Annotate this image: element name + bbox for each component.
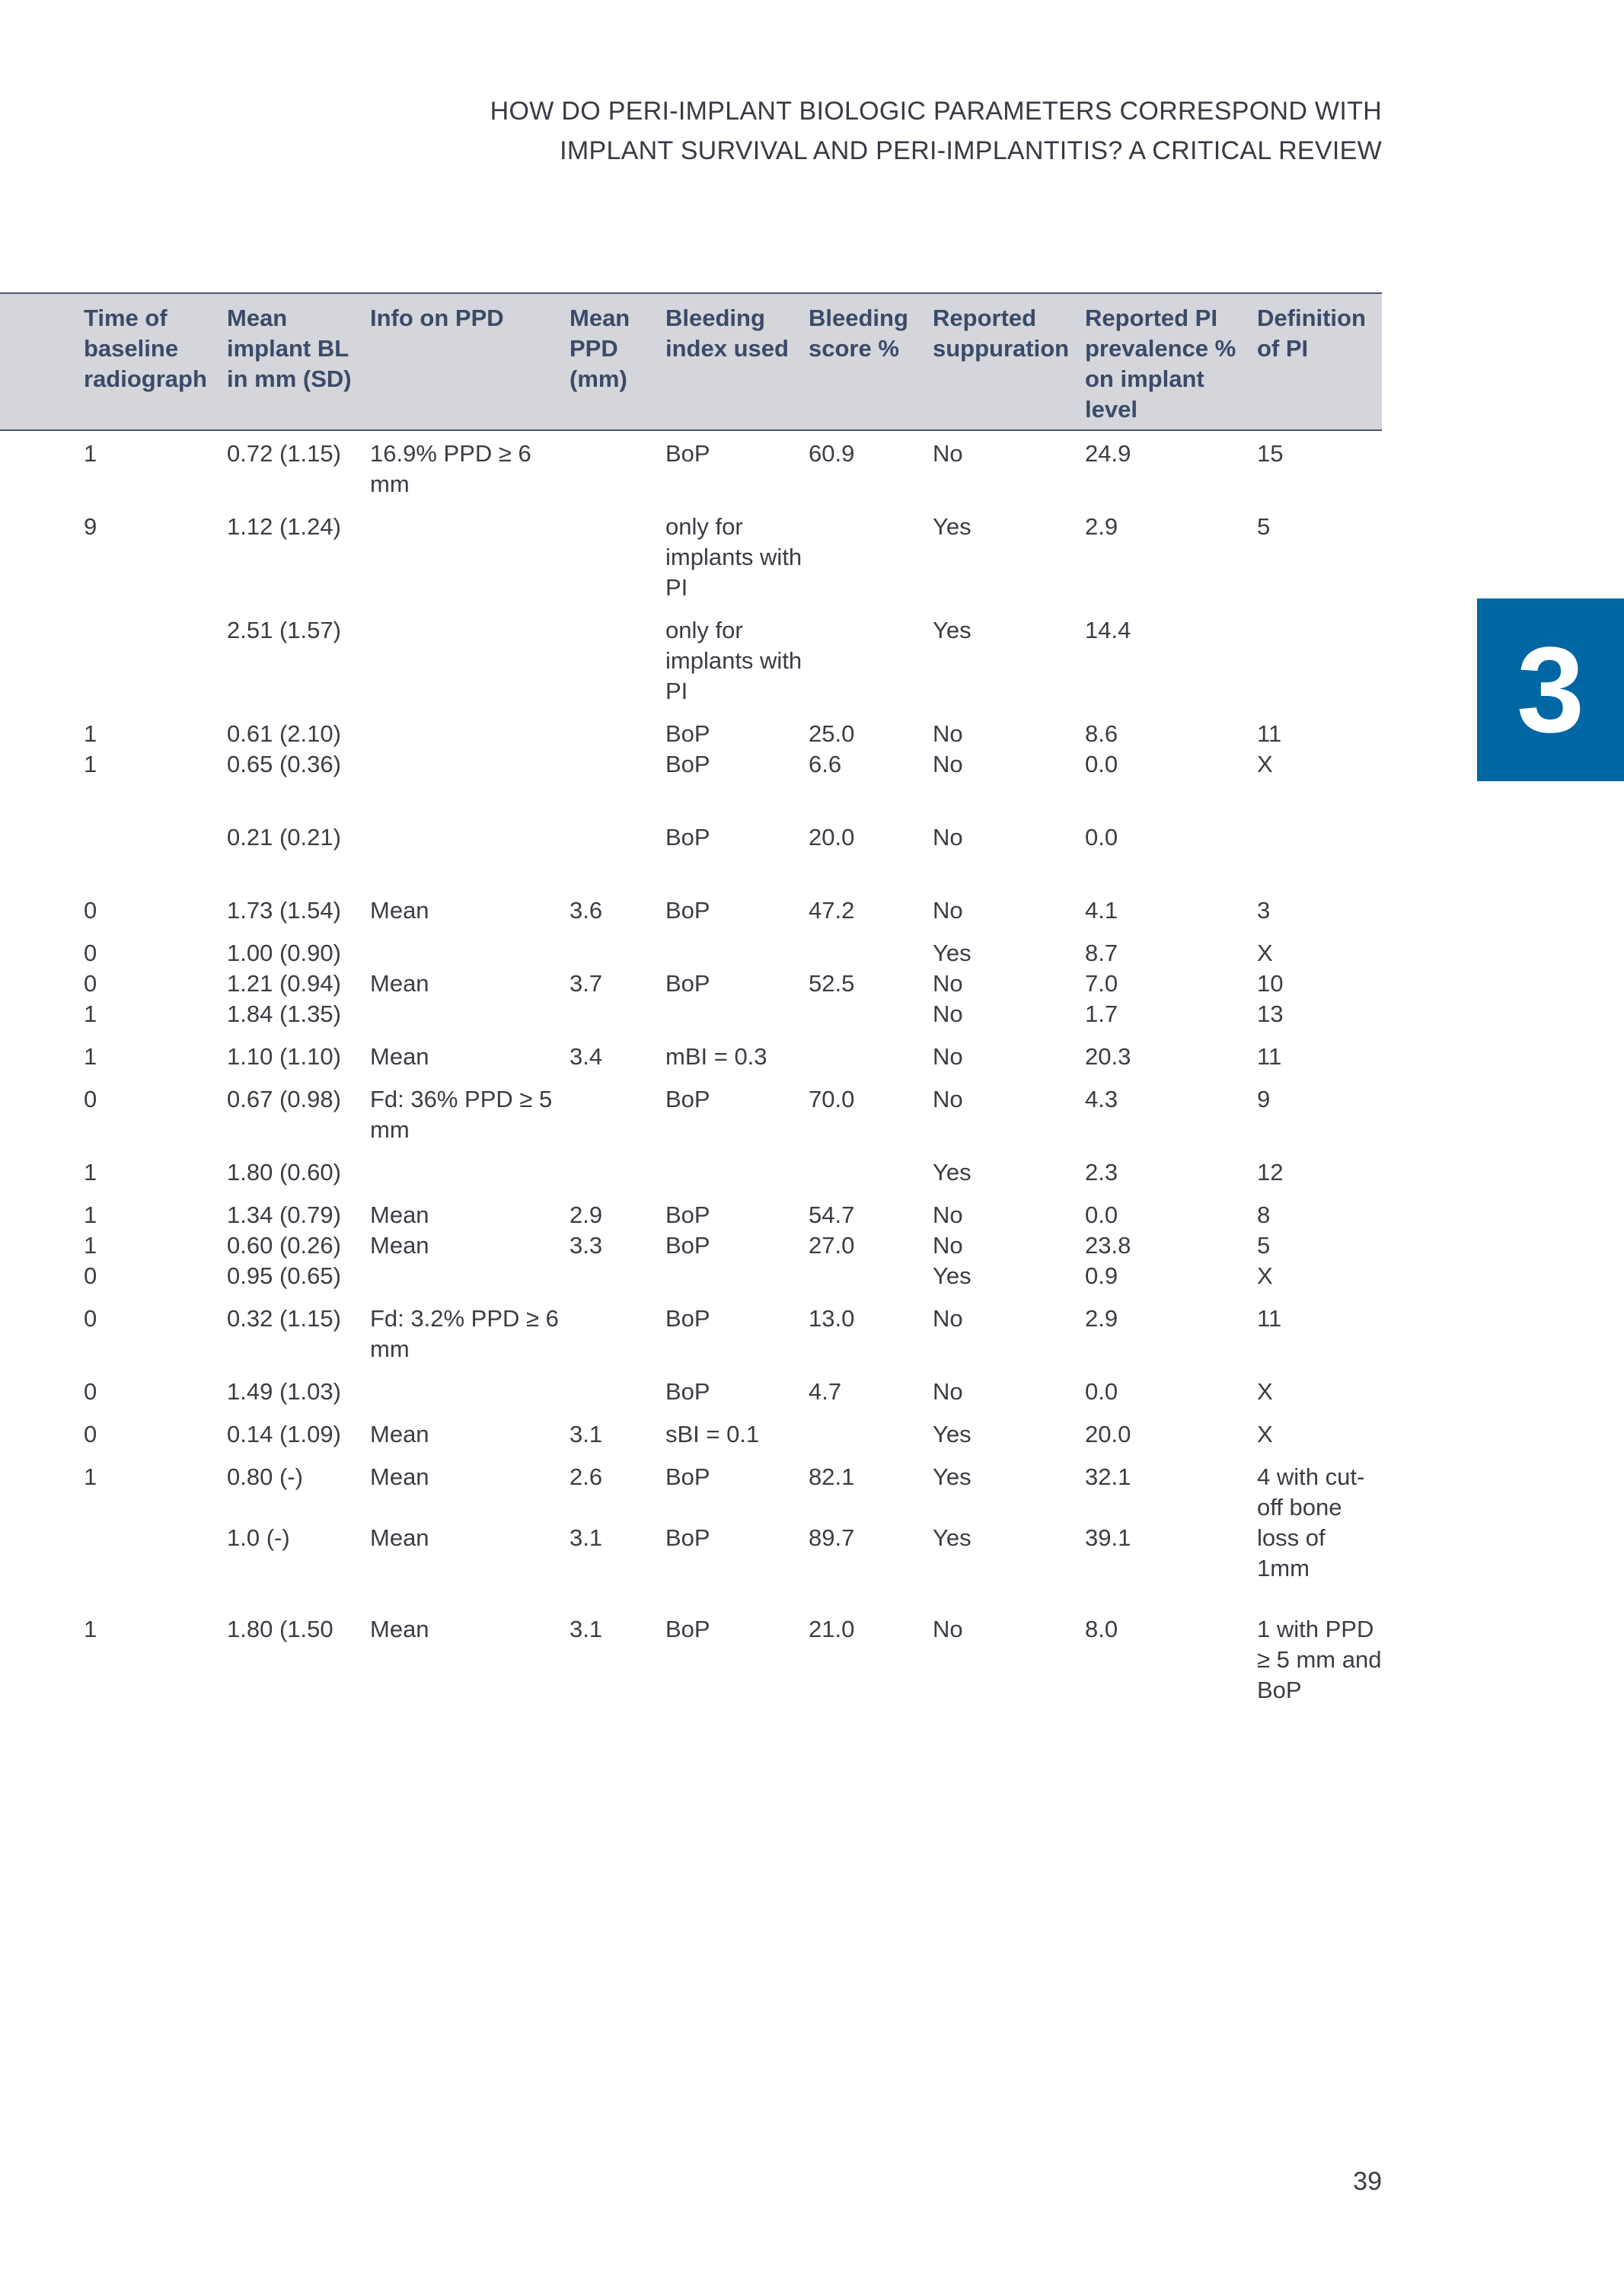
table-cell: 3.6 <box>570 897 603 924</box>
table-cell: Mean <box>370 1202 429 1228</box>
table-cell <box>809 615 933 707</box>
column-header: Reported suppuration <box>933 293 1085 430</box>
table-cell: No <box>933 1305 963 1332</box>
table-cell: mBI = 0.3 <box>665 1043 767 1070</box>
table-row <box>0 969 1382 999</box>
table-cell: 8.6 <box>1085 720 1118 747</box>
row-lead-spacer <box>0 512 84 603</box>
table-cell <box>84 1523 227 1584</box>
table-cell: Mean <box>370 1421 429 1447</box>
row-spacer <box>0 499 1382 512</box>
table-cell: 15 <box>1257 440 1284 467</box>
table-cell: BoP <box>665 897 710 924</box>
table-cell: X <box>1257 1378 1273 1405</box>
table-cell <box>370 749 570 780</box>
table-cell: 3.1 <box>570 1616 603 1642</box>
table-cell: BoP <box>665 970 710 997</box>
column-header: Reported PI prevalence % on implant level <box>1085 293 1257 430</box>
table-cell: sBI = 0.1 <box>665 1421 760 1447</box>
table-cell <box>370 1261 570 1291</box>
table-cell: 9 <box>1257 1086 1271 1112</box>
data-table-container <box>0 292 1382 1706</box>
table-cell: No <box>933 1202 963 1228</box>
row-spacer <box>0 1072 1382 1084</box>
table-cell: 13.0 <box>809 1305 855 1332</box>
table-cell: 1 <box>84 751 97 777</box>
table-cell <box>570 1157 665 1188</box>
row-lead-spacer <box>0 969 84 999</box>
table-row <box>0 1462 1382 1523</box>
row-lead-spacer <box>0 1084 84 1145</box>
row-lead-spacer <box>0 1230 84 1261</box>
table-cell: Yes <box>933 940 972 966</box>
table-cell: X <box>1257 751 1273 777</box>
table-cell: 11 <box>1257 1043 1282 1070</box>
table-cell: Mean <box>370 970 429 997</box>
table-cell: 3.1 <box>570 1421 603 1447</box>
column-header: Info on PPD <box>370 293 570 430</box>
row-lead-spacer <box>0 719 84 749</box>
table-cell: only for implants with PI <box>665 513 802 601</box>
table-cell: 5 <box>1257 1232 1271 1259</box>
table-cell: 1 <box>84 1616 97 1642</box>
table-body <box>0 430 1382 1706</box>
table-cell: 3.3 <box>570 1232 603 1259</box>
table-cell: BoP <box>665 751 710 777</box>
table-cell: Yes <box>933 617 972 643</box>
table-cell: 23.8 <box>1085 1232 1131 1259</box>
table-row <box>0 1614 1382 1706</box>
column-header: Bleeding index used <box>665 293 809 430</box>
table-cell: 20.0 <box>1085 1421 1131 1447</box>
table-cell: Yes <box>933 513 972 540</box>
table-cell: 0 <box>84 1305 97 1332</box>
running-header-line-1: HOW DO PERI-IMPLANT BIOLOGIC PARAMETERS CORRESPOND WITH <box>490 97 1382 126</box>
table-cell: No <box>933 440 963 467</box>
table-cell: X <box>1257 940 1273 966</box>
table-cell: 2.51 (1.57) <box>227 617 341 643</box>
table-cell: Mean <box>370 1524 429 1551</box>
table-cell: 0.60 (0.26) <box>227 1232 341 1259</box>
table-cell: 5 <box>1257 513 1271 540</box>
table-cell <box>809 1042 933 1072</box>
table-cell: No <box>933 1043 963 1070</box>
row-lead-spacer <box>0 1157 84 1188</box>
table-cell: No <box>933 1086 963 1112</box>
table-cell: Fd: 3.2% PPD ≥ 6 mm <box>370 1305 559 1362</box>
table-cell: 0.0 <box>1085 751 1118 777</box>
table-cell: No <box>933 1378 963 1405</box>
table-cell <box>570 822 665 853</box>
table-cell: 0.0 <box>1085 824 1118 850</box>
table-cell: BoP <box>665 1378 710 1405</box>
table-cell <box>370 512 570 603</box>
row-spacer <box>0 1145 1382 1157</box>
row-lead-spacer <box>0 1261 84 1291</box>
table-cell: only for implants with PI <box>665 617 802 704</box>
data-table <box>0 292 1382 1706</box>
table-cell: BoP <box>665 824 710 850</box>
column-header: Time of baseline radiograph <box>84 293 227 430</box>
table-cell: 9 <box>84 513 97 540</box>
table-cell: 27.0 <box>809 1232 855 1259</box>
table-row <box>0 1523 1382 1584</box>
table-cell: 70.0 <box>809 1086 855 1112</box>
table-cell <box>84 822 227 853</box>
table-cell: 54.7 <box>809 1202 855 1228</box>
table-cell: 2.9 <box>1085 1305 1118 1332</box>
table-cell: 12 <box>1257 1159 1284 1186</box>
table-cell: No <box>933 824 963 850</box>
table-row <box>0 938 1382 969</box>
table-row <box>0 1419 1382 1450</box>
table-cell <box>665 999 809 1029</box>
table-cell: 0.95 (0.65) <box>227 1262 341 1289</box>
table-cell: 0.65 (0.36) <box>227 751 341 777</box>
table-cell: BoP <box>665 1086 710 1112</box>
row-lead-spacer <box>0 439 84 499</box>
row-spacer <box>0 707 1382 719</box>
table-cell: 7.0 <box>1085 970 1118 997</box>
table-header-spacer <box>0 293 84 430</box>
row-lead-spacer <box>0 1419 84 1450</box>
table-cell: 0.67 (0.98) <box>227 1086 341 1112</box>
table-cell: Yes <box>933 1421 972 1447</box>
running-header-line-2: IMPLANT SURVIVAL AND PERI-IMPLANTITIS? A CRITICAL REVIEW <box>560 136 1382 165</box>
table-cell: 1 <box>84 1232 97 1259</box>
table-row <box>0 1157 1382 1188</box>
table-cell: BoP <box>665 1232 710 1259</box>
row-lead-spacer <box>0 999 84 1029</box>
table-cell <box>809 1157 933 1188</box>
table-cell: Fd: 36% PPD ≥ 5 mm <box>370 1086 553 1143</box>
table-row <box>0 895 1382 926</box>
table-cell <box>570 938 665 969</box>
table-cell: 1.73 (1.54) <box>227 897 341 924</box>
table-cell: 2.9 <box>1085 513 1118 540</box>
table-cell: 8.7 <box>1085 940 1118 966</box>
row-lead-spacer <box>0 615 84 707</box>
table-cell: 3.7 <box>570 970 603 997</box>
row-lead-spacer <box>0 1462 84 1523</box>
table-cell: 4.1 <box>1085 897 1118 924</box>
table-row <box>0 1200 1382 1230</box>
table-cell: 8.0 <box>1085 1616 1118 1642</box>
table-cell: No <box>933 751 963 777</box>
table-cell <box>370 1157 570 1188</box>
table-row <box>0 1084 1382 1145</box>
table-cell <box>370 719 570 749</box>
table-cell: 24.9 <box>1085 440 1131 467</box>
table-cell: 20.0 <box>809 824 855 850</box>
row-lead-spacer <box>0 1200 84 1230</box>
table-cell: 1.0 (-) <box>227 1524 290 1551</box>
table-cell: 8 <box>1257 1202 1271 1228</box>
table-cell: Yes <box>933 1463 972 1490</box>
table-cell: 1.00 (0.90) <box>227 940 341 966</box>
row-spacer <box>0 430 1382 439</box>
table-cell: 0 <box>84 1421 97 1447</box>
table-cell: Mean <box>370 1232 429 1259</box>
column-header: Definition of PI <box>1257 293 1382 430</box>
table-cell: BoP <box>665 1616 710 1642</box>
table-cell: 60.9 <box>809 440 855 467</box>
table-cell: Mean <box>370 1616 429 1642</box>
table-cell: 0 <box>84 970 97 997</box>
row-spacer <box>0 603 1382 615</box>
column-header: Mean PPD (mm) <box>570 293 665 430</box>
table-cell: 4.3 <box>1085 1086 1118 1112</box>
table-cell: 0.9 <box>1085 1262 1118 1289</box>
row-lead-spacer <box>0 749 84 780</box>
table-cell: 0.61 (2.10) <box>227 720 341 747</box>
table-cell <box>809 512 933 603</box>
table-cell: 1 <box>84 1463 97 1490</box>
table-cell <box>570 749 665 780</box>
row-lead-spacer <box>0 1304 84 1364</box>
table-cell: 1 <box>84 1000 97 1027</box>
table-cell: 32.1 <box>1085 1463 1131 1490</box>
table-cell: 0.80 (-) <box>227 1463 303 1490</box>
table-cell <box>570 615 665 707</box>
table-cell: 6.6 <box>809 751 842 777</box>
table-cell: 3.4 <box>570 1043 603 1070</box>
table-cell: 1 <box>84 1159 97 1186</box>
table-cell: 1 <box>84 1043 97 1070</box>
table-cell: Yes <box>933 1262 972 1289</box>
table-cell: 0.14 (1.09) <box>227 1421 341 1447</box>
table-cell: X <box>1257 1421 1273 1447</box>
row-spacer <box>0 1450 1382 1462</box>
table-row <box>0 439 1382 499</box>
row-lead-spacer <box>0 822 84 853</box>
table-cell: No <box>933 970 963 997</box>
row-lead-spacer <box>0 1614 84 1706</box>
table-cell: 0.32 (1.15) <box>227 1305 341 1332</box>
table-cell <box>370 615 570 707</box>
table-row <box>0 615 1382 707</box>
row-spacer <box>0 780 1382 822</box>
table-cell: 2.6 <box>570 1463 603 1490</box>
table-cell: 3 <box>1257 897 1271 924</box>
row-spacer <box>0 926 1382 938</box>
table-cell: 0.0 <box>1085 1202 1118 1228</box>
table-cell: 1.12 (1.24) <box>227 513 341 540</box>
table-cell <box>570 1304 665 1364</box>
table-cell <box>665 938 809 969</box>
table-cell <box>370 822 570 853</box>
table-cell: 2.9 <box>570 1202 603 1228</box>
table-cell: 1.80 (0.60) <box>227 1159 341 1186</box>
row-lead-spacer <box>0 1523 84 1584</box>
table-cell <box>570 512 665 603</box>
table-cell: 0 <box>84 1262 97 1289</box>
table-cell: 0 <box>84 1086 97 1112</box>
table-cell: 1.80 (1.50 <box>227 1616 333 1642</box>
table-cell: 14.4 <box>1085 617 1131 643</box>
table-cell <box>570 1377 665 1407</box>
table-cell: 0 <box>84 897 97 924</box>
table-cell: 39.1 <box>1085 1524 1131 1551</box>
row-spacer <box>0 1188 1382 1200</box>
table-cell: BoP <box>665 440 710 467</box>
table-cell <box>570 1261 665 1291</box>
running-header <box>392 91 1382 171</box>
table-cell: 11 <box>1257 1305 1282 1332</box>
table-cell: 89.7 <box>809 1524 855 1551</box>
table-cell: Mean <box>370 1043 429 1070</box>
table-cell: 0.72 (1.15) <box>227 440 341 467</box>
table-cell: 16.9% PPD ≥ 6 mm <box>370 440 531 497</box>
table-cell: 21.0 <box>809 1616 855 1642</box>
table-row <box>0 512 1382 603</box>
table-cell: 1.49 (1.03) <box>227 1378 341 1405</box>
table-cell: 1 <box>84 720 97 747</box>
table-cell: 1 with PPD ≥ 5 mm and BoP <box>1257 1616 1382 1703</box>
table-cell: BoP <box>665 1305 710 1332</box>
row-lead-spacer <box>0 895 84 926</box>
table-cell: 0 <box>84 1378 97 1405</box>
table-row <box>0 822 1382 853</box>
table-cell: No <box>933 720 963 747</box>
table-cell: No <box>933 897 963 924</box>
table-cell <box>570 999 665 1029</box>
table-cell: Mean <box>370 897 429 924</box>
table-row <box>0 1377 1382 1407</box>
row-lead-spacer <box>0 1042 84 1072</box>
table-cell: 0.0 <box>1085 1378 1118 1405</box>
table-cell: 3.1 <box>570 1524 603 1551</box>
table-cell: 0 <box>84 940 97 966</box>
table-cell: Yes <box>933 1524 972 1551</box>
table-cell <box>809 999 933 1029</box>
table-cell: BoP <box>665 1524 710 1551</box>
column-header: Bleeding score % <box>809 293 933 430</box>
table-row <box>0 1261 1382 1291</box>
table-row <box>0 1230 1382 1261</box>
row-lead-spacer <box>0 938 84 969</box>
table-cell: X <box>1257 1262 1273 1289</box>
row-spacer <box>0 1407 1382 1419</box>
row-lead-spacer <box>0 1377 84 1407</box>
table-cell: 2.3 <box>1085 1159 1118 1186</box>
table-cell: 52.5 <box>809 970 855 997</box>
table-cell: 82.1 <box>809 1463 855 1490</box>
table-cell <box>1257 822 1382 853</box>
row-spacer <box>0 1364 1382 1377</box>
table-header-row <box>0 293 1382 430</box>
table-cell: 1.84 (1.35) <box>227 1000 341 1027</box>
table-cell <box>809 1419 933 1450</box>
table-row <box>0 999 1382 1029</box>
table-cell: 1.7 <box>1085 1000 1118 1027</box>
table-row <box>0 719 1382 749</box>
row-spacer <box>0 1291 1382 1304</box>
table-cell <box>809 1261 933 1291</box>
table-cell <box>1257 615 1382 707</box>
column-header: Mean implant BL in mm (SD) <box>227 293 370 430</box>
table-cell: 4 with cut-off bone loss of 1mm <box>1257 1463 1365 1581</box>
table-cell: BoP <box>665 720 710 747</box>
table-cell <box>570 719 665 749</box>
page-number: 39 <box>1353 2167 1382 2196</box>
table-cell: 1.34 (0.79) <box>227 1202 341 1228</box>
row-spacer <box>0 1029 1382 1042</box>
table-cell <box>665 1157 809 1188</box>
table-cell <box>84 615 227 707</box>
table-cell: 10 <box>1257 970 1284 997</box>
table-cell: No <box>933 1232 963 1259</box>
table-cell <box>370 999 570 1029</box>
chapter-tab: 3 <box>1477 598 1624 781</box>
table-cell <box>370 938 570 969</box>
table-cell: Mean <box>370 1463 429 1490</box>
table-cell: No <box>933 1000 963 1027</box>
table-row <box>0 1304 1382 1364</box>
table-cell: 4.7 <box>809 1378 842 1405</box>
table-cell: Yes <box>933 1159 972 1186</box>
row-spacer <box>0 1584 1382 1614</box>
table-cell: 11 <box>1257 720 1282 747</box>
table-cell: 25.0 <box>809 720 855 747</box>
table-cell <box>570 1084 665 1145</box>
table-cell: 1 <box>84 1202 97 1228</box>
table-cell: 1.10 (1.10) <box>227 1043 341 1070</box>
table-cell: 1.21 (0.94) <box>227 970 341 997</box>
table-cell: 47.2 <box>809 897 855 924</box>
row-spacer <box>0 853 1382 895</box>
table-cell: 13 <box>1257 1000 1284 1027</box>
table-cell: BoP <box>665 1202 710 1228</box>
table-cell: 0.21 (0.21) <box>227 824 341 850</box>
table-cell: BoP <box>665 1463 710 1490</box>
table-cell: 1 <box>84 440 97 467</box>
table-cell: No <box>933 1616 963 1642</box>
table-cell <box>665 1261 809 1291</box>
table-cell: 20.3 <box>1085 1043 1131 1070</box>
table-cell <box>809 938 933 969</box>
table-row <box>0 1042 1382 1072</box>
table-cell <box>370 1377 570 1407</box>
table-cell <box>570 439 665 499</box>
table-row <box>0 749 1382 780</box>
